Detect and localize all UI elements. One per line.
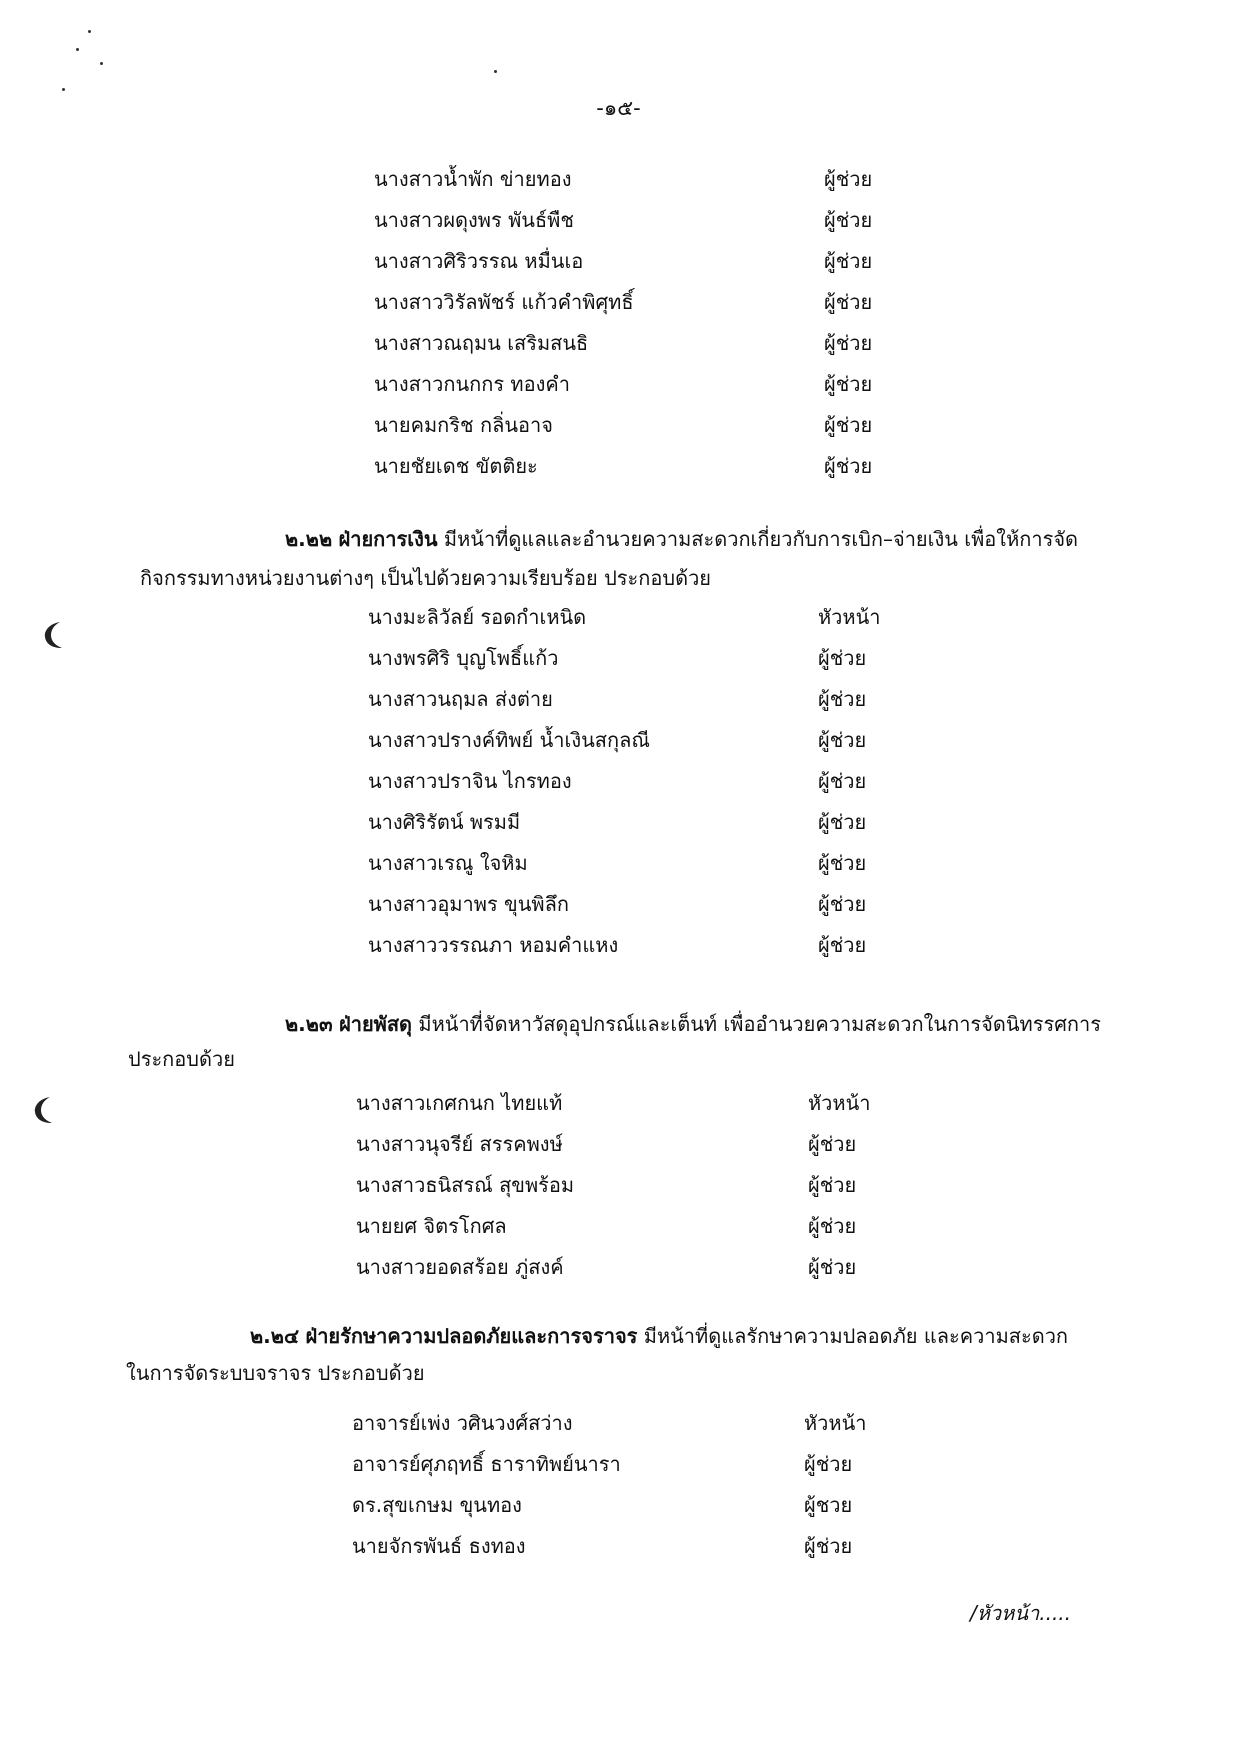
member-role: หัวหน้า: [804, 1411, 867, 1435]
member-role: ผู้ช่วย: [818, 810, 867, 834]
member-name: นางสาววิรัลพัชร์ แก้วคำพิศุทธิ์: [374, 290, 634, 314]
member-role: ผู้ช่วย: [808, 1255, 857, 1279]
member-name: นางสาวกนกกร ทองคำ: [374, 372, 571, 396]
member-name: นายจักรพันธ์ ธงทอง: [352, 1534, 526, 1558]
section-description: มีหน้าที่จัดหาวัสดุอุปกรณ์และเต็นท์ เพื่ออำนวยความสะดวกในการจัดนิทรรศการ: [418, 1012, 1101, 1036]
section-heading: [285, 1007, 1101, 1041]
member-name: นางสาวน้ำพัก ข่ายทอง: [374, 167, 572, 191]
page-number: -๑๕-: [596, 96, 641, 120]
section-heading: [285, 522, 1078, 556]
section-number: ๒.๒๓: [285, 1012, 333, 1036]
member-role: ผู้ช่วย: [818, 646, 867, 670]
section-heading: [250, 1319, 1068, 1353]
member-role: ผู้ช่วย: [808, 1173, 857, 1197]
scan-speck: [100, 62, 103, 65]
member-role: ผู้ช่วย: [824, 413, 873, 437]
member-role: ผู้ช่วย: [824, 290, 873, 314]
member-role: ผู้ช่วย: [818, 769, 867, 793]
member-name: นางสาวยอดสร้อย ภู่สงค์: [356, 1255, 564, 1279]
member-name: นางสาวศิริวรรณ หมื่นเอ: [374, 249, 584, 273]
member-name: นายยศ จิตรโกศล: [356, 1214, 507, 1238]
section-title: ฝ่ายการเงิน: [338, 527, 438, 551]
member-role: หัวหน้า: [808, 1091, 871, 1115]
member-name: นางสาวปรางค์ทิพย์ น้ำเงินสกุลณี: [368, 728, 650, 752]
section-description-cont: ในการจัดระบบจราจร ประกอบด้วย: [126, 1361, 425, 1385]
scan-speck: [76, 48, 79, 51]
section-title: ฝ่ายรักษาความปลอดภัยและการจราจร: [305, 1324, 638, 1348]
member-role: ผู้ช่วย: [824, 208, 873, 232]
member-role: ผู้ช่วย: [824, 372, 873, 396]
section-number: ๒.๒๔: [250, 1324, 300, 1348]
member-role: ผู้ช่วย: [808, 1214, 857, 1238]
member-name: อาจารย์เพ่ง วศินวงศ์สว่าง: [352, 1411, 573, 1435]
member-role: ผู้ชวย: [804, 1493, 853, 1517]
member-role: ผู้ช่วย: [818, 687, 867, 711]
punch-hole-mark: [32, 1095, 56, 1125]
member-name: นางสาวณฤมน เสริมสนธิ: [374, 331, 589, 355]
member-name: นางสาวปราจิน ไกรทอง: [368, 769, 572, 793]
member-name: นางสาวนุจรีย์ สรรคพงษ์: [356, 1132, 563, 1156]
scan-speck: [494, 70, 497, 73]
member-name: นางมะลิวัลย์ รอดกำเหนิด: [368, 605, 587, 629]
member-name: นางสาวเรณู ใจหิม: [368, 851, 528, 875]
section-number: ๒.๒๒: [285, 527, 333, 551]
member-role: ผู้ช่วย: [804, 1534, 853, 1558]
section-description: มีหน้าที่ดูแลรักษาความปลอดภัย และความสะดวก: [643, 1324, 1069, 1348]
section-description: มีหน้าที่ดูแลและอำนวยความสะดวกเกี่ยวกับการเบิก–จ่ายเงิน เพื่อให้การจัด: [443, 527, 1079, 551]
member-name: นางสาวผดุงพร พันธ์พืช: [374, 208, 574, 232]
member-name: ดร.สุขเกษม ขุนทอง: [352, 1493, 522, 1517]
punch-hole-mark: [42, 620, 66, 650]
scan-speck: [62, 88, 65, 91]
member-role: ผู้ช่วย: [808, 1132, 857, 1156]
member-name: อาจารย์ศุภฤทธิ์ ธาราทิพย์นารา: [352, 1452, 621, 1476]
member-name: นางสาวธนิสรณ์ สุขพร้อม: [356, 1173, 575, 1197]
member-name: นางสาวเกศกนก ไทยแท้: [356, 1091, 563, 1115]
member-role: ผู้ช่วย: [818, 728, 867, 752]
section-description-cont: ประกอบด้วย: [128, 1047, 235, 1071]
member-name: นายคมกริช กลิ่นอาจ: [374, 413, 553, 437]
member-role: หัวหน้า: [818, 605, 881, 629]
member-role: ผู้ช่วย: [824, 454, 873, 478]
member-role: ผู้ช่วย: [818, 933, 867, 957]
member-name: นางสาวอุมาพร ขุนพิลึก: [368, 892, 569, 916]
member-role: ผู้ช่วย: [824, 249, 873, 273]
section-title: ฝ่ายพัสดุ: [339, 1012, 413, 1036]
member-role: ผู้ช่วย: [818, 892, 867, 916]
member-role: ผู้ช่วย: [824, 331, 873, 355]
scan-speck: [88, 30, 91, 33]
member-name: นางพรศิริ บุญโพธิ์แก้ว: [368, 646, 559, 670]
section-description-cont: กิจกรรมทางหน่วยงานต่างๆ เป็นไปด้วยความเรียบร้อย ประกอบด้วย: [140, 566, 712, 590]
member-role: ผู้ช่วย: [824, 167, 873, 191]
member-role: ผู้ช่วย: [818, 851, 867, 875]
member-name: นางสาววรรณภา หอมคำแหง: [368, 933, 619, 957]
member-name: นางสาวนฤมล ส่งต่าย: [368, 687, 553, 711]
member-name: นายชัยเดช ขัตติยะ: [374, 454, 538, 478]
member-role: ผู้ช่วย: [804, 1452, 853, 1476]
continuation-footer: /หัวหน้า.....: [970, 1601, 1072, 1625]
member-name: นางศิริรัตน์ พรมมี: [368, 810, 521, 834]
